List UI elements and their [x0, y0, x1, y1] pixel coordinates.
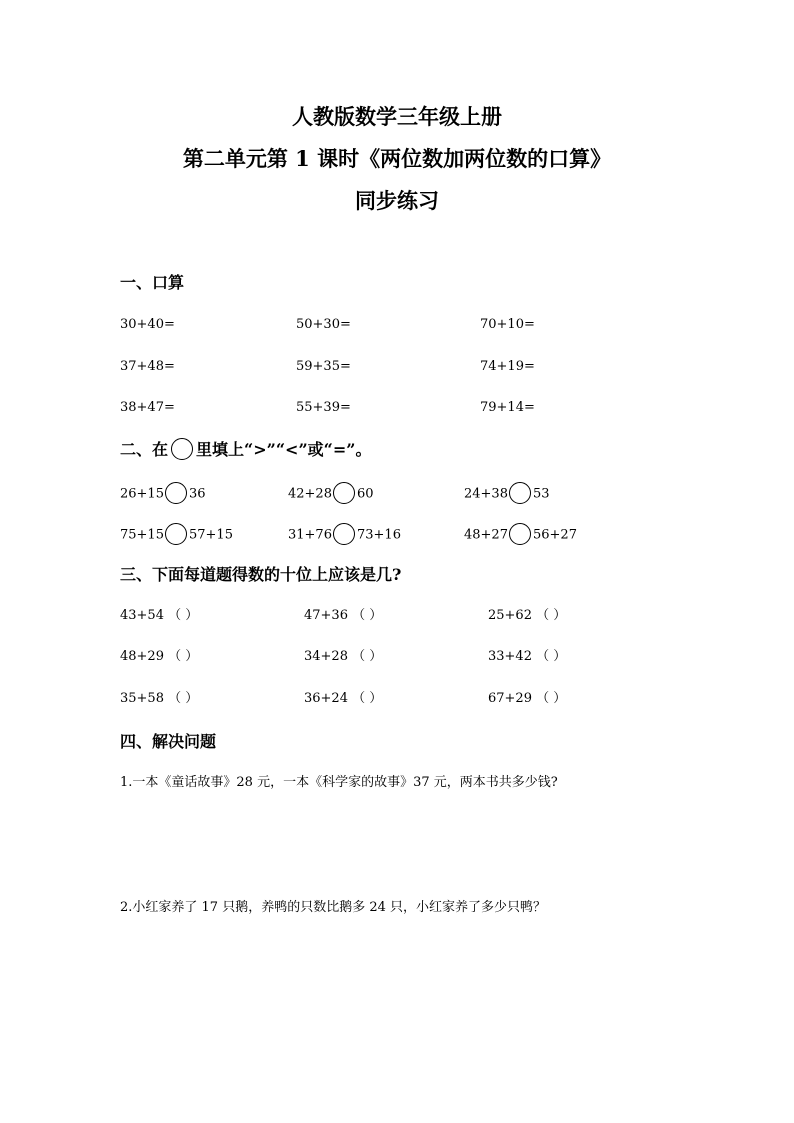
- calc-item: 38+47=: [120, 400, 175, 415]
- answer-blank[interactable]: （ ）: [352, 691, 383, 706]
- compare-left: 42+28: [288, 486, 332, 502]
- compare-right: 73+16: [356, 527, 401, 543]
- answer-blank[interactable]: （ ）: [536, 608, 567, 623]
- compare-right: 57+15: [188, 527, 233, 543]
- tens-item: [488, 607, 566, 625]
- section-2-heading-suffix: 里填上“>”“<”或“=”。: [196, 440, 372, 459]
- tens-expression: 33+42: [488, 649, 532, 664]
- answer-blank[interactable]: （ ）: [352, 608, 383, 623]
- calc-item: 79+14=: [480, 400, 535, 415]
- tens-item: [488, 648, 566, 666]
- calc-item: 70+10=: [480, 317, 535, 332]
- compare-item: [288, 483, 374, 505]
- section-3-heading: 三、下面每道题得数的十位上应该是几?: [120, 565, 402, 584]
- compare-left: 31+76: [288, 527, 332, 543]
- compare-item: [120, 524, 233, 546]
- page-title-line-3: 同步练习: [355, 188, 439, 213]
- tens-item: [120, 648, 198, 666]
- tens-item: [120, 690, 198, 708]
- word-problem-1: 1.一本《童话故事》28 元，一本《科学家的故事》37 元，两本书共多少钱?: [120, 775, 558, 790]
- compare-circle-blank[interactable]: [165, 482, 187, 504]
- answer-blank[interactable]: （ ）: [168, 649, 199, 664]
- tens-item: [304, 648, 382, 666]
- calc-item: 55+39=: [296, 400, 351, 415]
- tens-expression: 25+62: [488, 608, 532, 623]
- page-title-line-1: 人教版数学三年级上册: [292, 104, 502, 129]
- section-1-heading: 一、口算: [120, 273, 185, 292]
- answer-blank[interactable]: （ ）: [168, 608, 199, 623]
- answer-blank[interactable]: （ ）: [168, 691, 199, 706]
- answer-blank[interactable]: （ ）: [536, 691, 567, 706]
- answer-blank[interactable]: （ ）: [352, 649, 383, 664]
- compare-right: 56+27: [532, 527, 577, 543]
- calc-item: 50+30=: [296, 317, 351, 332]
- answer-blank[interactable]: （ ）: [536, 649, 567, 664]
- tens-expression: 34+28: [304, 649, 348, 664]
- compare-left: 48+27: [464, 527, 508, 543]
- compare-right: 53: [532, 486, 550, 502]
- calc-item: 74+19=: [480, 359, 535, 374]
- tens-expression: 48+29: [120, 649, 164, 664]
- compare-circle-blank[interactable]: [509, 482, 531, 504]
- compare-left: 26+15: [120, 486, 164, 502]
- tens-expression: 43+54: [120, 608, 164, 623]
- compare-left: 75+15: [120, 527, 164, 543]
- compare-item: [464, 483, 550, 505]
- tens-expression: 35+58: [120, 691, 164, 706]
- compare-item: [288, 524, 401, 546]
- tens-item: [304, 690, 382, 708]
- compare-circle-blank[interactable]: [333, 523, 355, 545]
- compare-item: [120, 483, 206, 505]
- word-problem-2: 2.小红家养了 17 只鹅，养鸭的只数比鹅多 24 只，小红家养了多少只鸭？: [120, 900, 547, 915]
- circle-blank-icon: [171, 438, 193, 460]
- compare-item: [464, 524, 577, 546]
- section-2-heading-prefix: 二、在: [120, 440, 169, 459]
- compare-circle-blank[interactable]: [509, 523, 531, 545]
- section-4-heading: 四、解决问题: [120, 732, 217, 751]
- section-2-heading: [120, 439, 371, 462]
- calc-item: 37+48=: [120, 359, 175, 374]
- tens-expression: 47+36: [304, 608, 348, 623]
- tens-item: [304, 607, 382, 625]
- compare-right: 36: [188, 486, 206, 502]
- tens-item: [488, 690, 566, 708]
- tens-item: [120, 607, 198, 625]
- compare-left: 24+38: [464, 486, 508, 502]
- compare-circle-blank[interactable]: [333, 482, 355, 504]
- calc-item: 59+35=: [296, 359, 351, 374]
- tens-expression: 36+24: [304, 691, 348, 706]
- compare-right: 60: [356, 486, 374, 502]
- tens-expression: 67+29: [488, 691, 532, 706]
- calc-item: 30+40=: [120, 317, 175, 332]
- compare-circle-blank[interactable]: [165, 523, 187, 545]
- page-title-line-2: 第二单元第 1 课时《两位数加两位数的口算》: [182, 146, 612, 171]
